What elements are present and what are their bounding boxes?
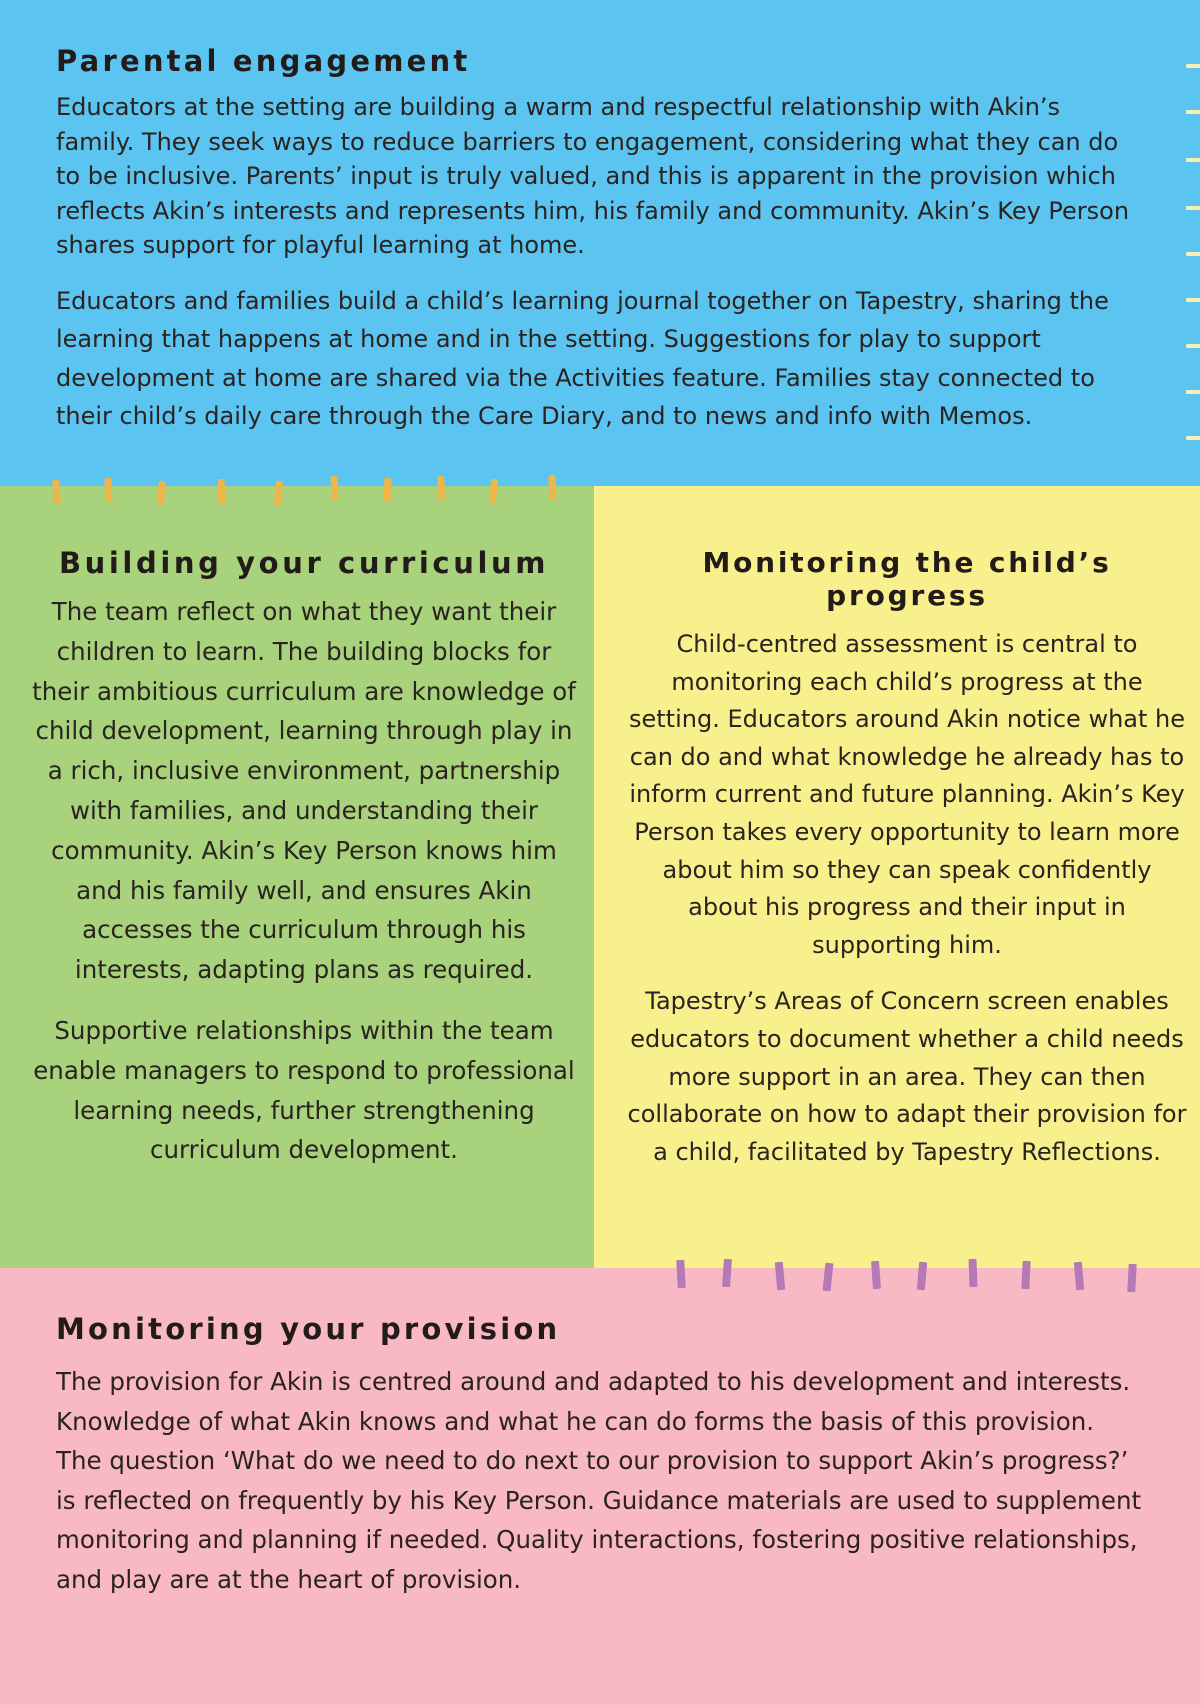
orange-dash — [384, 478, 392, 502]
purple-dash — [676, 1260, 685, 1288]
parental-engagement-paragraph-2: Educators and families build a child’s learning journal together on Tapestry, sharing the learning that happens at home and in the setting. Suggestions for play to support development at home are shared via the Activities feature. Families stay connected to their child’s daily care through the Care Diary, and to news and info with Memos. — [56, 286, 1109, 430]
building-curriculum-heading: Building your curriculum — [58, 546, 550, 580]
edge-dash — [1186, 158, 1200, 162]
monitoring-progress-paragraph-1: Child-centred assessment is central to monitoring each child’s progress at the setting. Educators around Akin notice what he can do and what knowledge he already has to inform current and future planning. Akin’s Key Person takes every opportunity to learn more about him so they can speak confidently about his progress and their input in supporting him. — [628, 630, 1186, 959]
purple-dash — [1127, 1264, 1136, 1292]
parental-engagement-paragraph-1: Educators at the setting are building a warm and respectful relationship with Akin’s family. They seek ways to reduce barriers to engagement, considering what they can do to be inclusive. Parents’ input is truly valued, and this is apparent in the provision which reflects Akin’s interests and represents him, his family and community. Akin’s Key Person shares support for playful learning at home. — [56, 93, 1130, 259]
orange-dash — [104, 478, 112, 502]
building-curriculum-paragraph-2: Supportive relationships within the team enable managers to respond to professional learning needs, further strengthening curriculum development. — [33, 1015, 575, 1165]
monitoring-progress-section — [594, 486, 1200, 1268]
purple-dash — [969, 1259, 978, 1287]
monitoring-provision-paragraph-1: The provision for Akin is centred around and adapted to his development and interests. Knowledge of what Akin knows and what he can do forms the basis of this provision. The question ‘What do we need to do next to our provision to support Akin’s progress?’ is reflected on frequently by his Key Person. Guidance materials are used to supplement monitoring and planning if needed. Quality interactions, fostering positive relationships, and play are at the heart of provision. — [56, 1367, 1142, 1594]
edge-dash — [1186, 436, 1200, 440]
monitoring-progress-paragraph-2: Tapestry’s Areas of Concern screen enables educators to document whether a child needs more support in an area. They can then collaborate on how to adapt their provision for a child, facilitated by Tapestry Reflections. — [627, 987, 1187, 1166]
orange-dash — [218, 479, 226, 503]
edge-dash — [1186, 64, 1200, 68]
parental-engagement-section — [0, 0, 1200, 486]
edge-dash — [1186, 252, 1200, 256]
edge-dash — [1186, 110, 1200, 114]
monitoring-progress-heading: Monitoring the child’s progress — [702, 546, 1112, 612]
building-curriculum-section — [0, 486, 594, 1268]
monitoring-provision-section — [0, 1268, 1200, 1704]
edge-dash — [1186, 390, 1200, 394]
parental-engagement-heading: Parental engagement — [56, 44, 471, 78]
orange-dash — [330, 476, 338, 500]
building-curriculum-paragraph-1: The team reflect on what they want their children to learn. The building blocks for their ambitious curriculum are knowledge of child development, learning through play in a rich, inclusive environment, partnership with families, and understanding their community. Akin’s Key Person knows him and his family well, and ensures Akin accesses the curriculum through his interests, adapting plans as required. — [32, 597, 576, 985]
purple-dash — [1021, 1261, 1030, 1289]
monitoring-provision-heading: Monitoring your provision — [56, 1312, 561, 1346]
edge-dash — [1186, 298, 1200, 302]
orange-dash — [548, 475, 556, 499]
edge-dash — [1186, 344, 1200, 348]
edge-dash — [1186, 206, 1200, 210]
